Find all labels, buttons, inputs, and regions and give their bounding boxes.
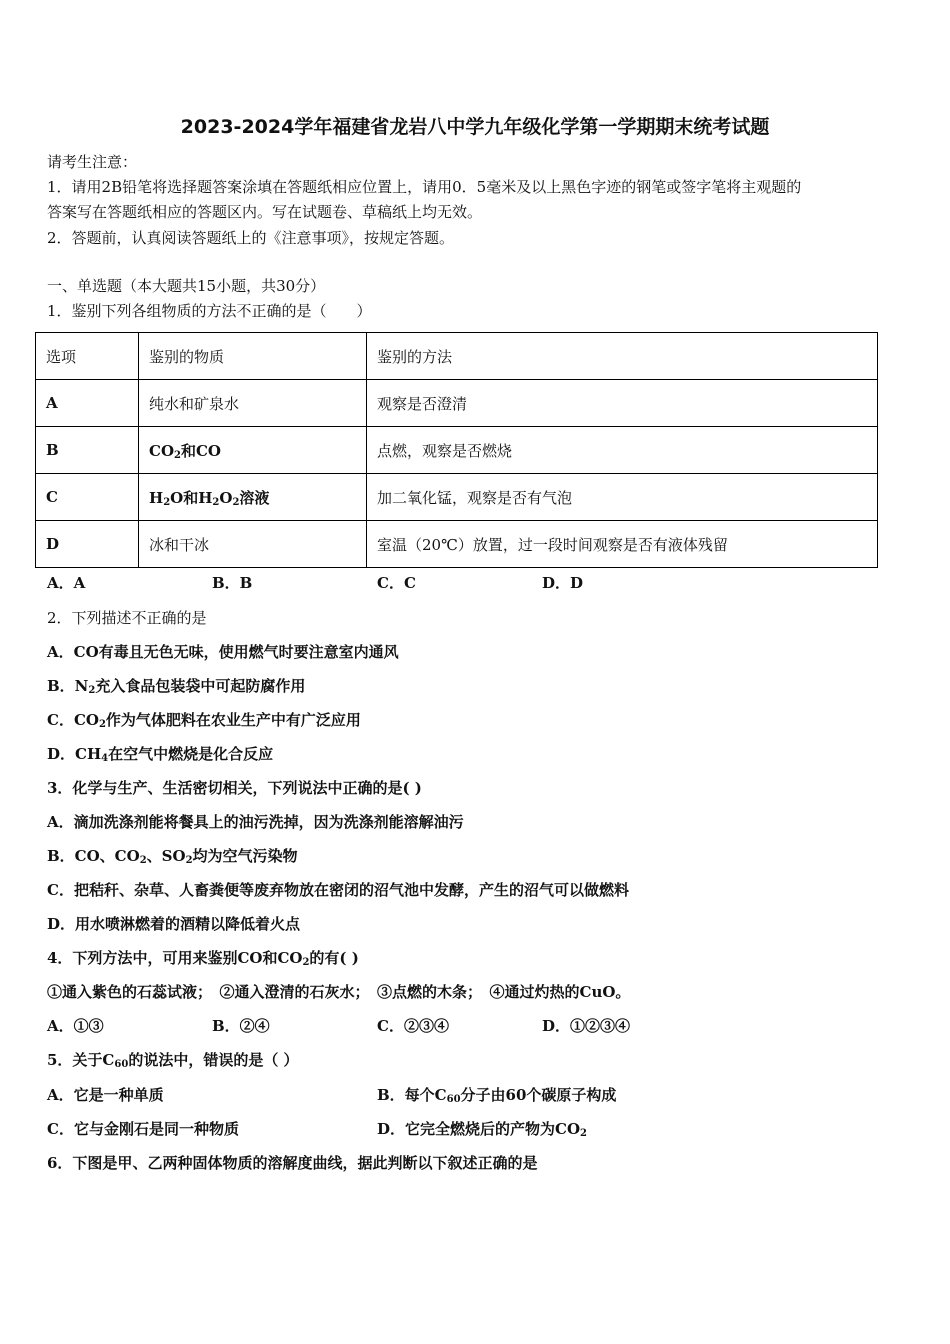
row-option: D <box>36 521 139 568</box>
q1-stem: 1．鉴别下列各组物质的方法不正确的是（ ） <box>47 302 372 320</box>
row-option: C <box>36 474 139 521</box>
table-row <box>36 521 878 568</box>
q1-choice-d: D．D <box>542 574 584 592</box>
table-row <box>36 474 878 521</box>
q4-choice-c: C．②③④ <box>377 1017 449 1035</box>
row-option: B <box>36 427 139 474</box>
q4-choice-b: B．②④ <box>212 1017 270 1035</box>
row-substances: 冰和干冰 <box>139 521 367 568</box>
q2-choice-b: B．$N_2$充入食品包装袋中可起防腐作用 <box>47 677 306 696</box>
q3-choice-a: A．滴加洗涤剂能将餐具上的油污洗掉，因为洗涤剂能溶解油污 <box>47 813 464 831</box>
q2-choice-c: C．$CO_2$作为气体肥料在农业生产中有广泛应用 <box>47 711 361 730</box>
q1-choice-c: C．C <box>377 574 416 592</box>
row-method: 观察是否澄清 <box>367 380 878 427</box>
q1-choice-b: B．B <box>212 574 253 592</box>
q2-stem: 2．下列描述不正确的是 <box>47 609 207 627</box>
row-substances: $H_2O$和$H_2O_2$溶液 <box>139 474 367 521</box>
table-row <box>36 427 878 474</box>
q5-choice-c: C．它与金刚石是同一种物质 <box>47 1120 239 1138</box>
row-substances: $CO_2$和CO <box>139 427 367 474</box>
q6-stem: 6．下图是甲、乙两种固体物质的溶解度曲线，据此判断以下叙述正确的是 <box>47 1154 538 1172</box>
q2-choice-a: A．CO有毒且无色无味，使用燃气时要注意室内通风 <box>47 643 399 661</box>
q3-stem: 3．化学与生产、生活密切相关，下列说法中正确的是( ) <box>47 779 422 797</box>
q5-choice-a: A．它是一种单质 <box>47 1086 164 1104</box>
row-substances: 纯水和矿泉水 <box>139 380 367 427</box>
row-method: 点燃，观察是否燃烧 <box>367 427 878 474</box>
q1-choice-a: A．A <box>47 574 86 592</box>
table-row <box>36 380 878 427</box>
q3-choice-c: C．把秸秆、杂草、人畜粪便等废弃物放在密闭的沼气池中发酵，产生的沼气可以做燃料 <box>47 881 629 899</box>
header-option: 选项 <box>36 333 139 380</box>
q3-choice-d: D．用水喷淋燃着的酒精以降低着火点 <box>47 915 301 933</box>
notice-item-2: 2．答题前，认真阅读答题纸上的《注意事项》，按规定答题。 <box>47 229 455 247</box>
q5-stem: 5．关于$C_{60}$的说法中，错误的是（ ） <box>47 1051 299 1070</box>
q1-table <box>35 332 878 568</box>
section-heading: 一、单选题（本大题共15小题，共30分） <box>47 277 326 295</box>
q5-choice-b: B．每个$C_{60}$分子由60个碳原子构成 <box>377 1086 617 1105</box>
header-method: 鉴别的方法 <box>367 333 878 380</box>
row-method: 加二氧化锰，观察是否有气泡 <box>367 474 878 521</box>
table-header-row <box>36 333 878 380</box>
header-substances: 鉴别的物质 <box>139 333 367 380</box>
q4-items: ①通入紫色的石蕊试液； ②通入澄清的石灰水； ③点燃的木条； ④通过灼热的CuO。 <box>47 983 631 1001</box>
q4-choice-d: D．①②③④ <box>542 1017 631 1035</box>
q4-stem: 4．下列方法中，可用来鉴别CO和$CO_2$的有( ) <box>47 949 359 968</box>
row-method: 室温（20℃）放置，过一段时间观察是否有液体残留 <box>367 521 878 568</box>
row-option: A <box>36 380 139 427</box>
q2-choice-d: D．$CH_4$在空气中燃烧是化合反应 <box>47 745 274 764</box>
page-title: 2023-2024学年福建省龙岩八中学九年级化学第一学期期末统考试题 <box>180 116 770 138</box>
q4-choice-a: A．①③ <box>47 1017 104 1035</box>
notice-item-1-line-2: 答案写在答题纸相应的答题区内。写在试题卷、草稿纸上均无效。 <box>47 203 483 221</box>
q5-choice-d: D．它完全燃烧后的产物为$CO_2$ <box>377 1120 587 1139</box>
notice-item-1-line-1: 1．请用2B铅笔将选择题答案涂填在答题纸相应位置上，请用0．5毫米及以上黑色字迹的钢笔或签字笔将主观题的 <box>47 178 802 196</box>
q3-choice-b: B．CO、$CO_2$、$SO_2$均为空气污染物 <box>47 847 298 866</box>
notice-heading: 请考生注意： <box>47 153 138 171</box>
